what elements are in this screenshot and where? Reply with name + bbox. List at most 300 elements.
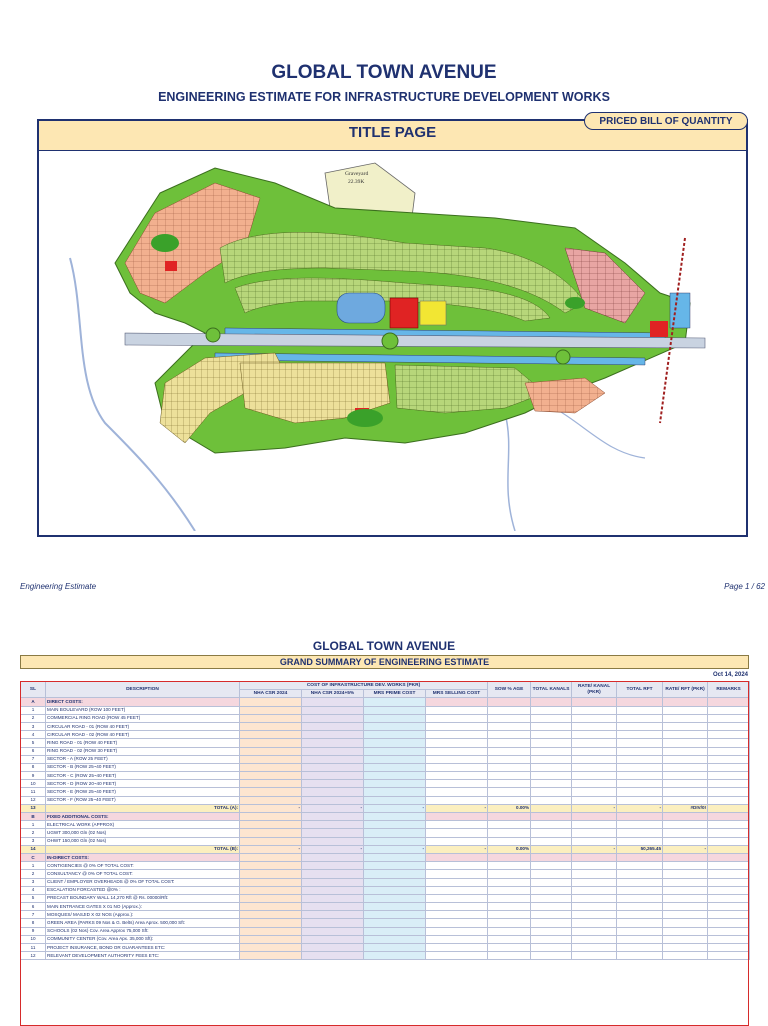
cell-nha5 <box>302 813 364 821</box>
cell-mrs_prime <box>364 870 426 878</box>
cell-empty <box>531 747 572 755</box>
cell-empty <box>531 813 572 821</box>
cell-empty <box>708 903 750 911</box>
cell-empty <box>531 829 572 837</box>
total-sow: 0.00% <box>488 804 531 812</box>
cell-nha5 <box>302 862 364 870</box>
cell-empty <box>617 944 663 952</box>
cell-nha <box>240 747 302 755</box>
row-sl: 4 <box>21 886 46 894</box>
sector-plots-east <box>525 378 605 413</box>
cell-nha5 <box>302 952 364 960</box>
cell-nha <box>240 706 302 714</box>
stream-line <box>505 413 515 531</box>
cell-mrs_selling <box>426 935 488 943</box>
cell-mrs_selling <box>426 919 488 927</box>
row-sl: 8 <box>21 763 46 771</box>
col-cost-group: COST OF INFRASTRUCTURE DEV. WORKS (PKR) <box>240 682 488 690</box>
cell-mrs_prime <box>364 739 426 747</box>
total-mrs_selling: - <box>426 804 488 812</box>
cell-mrs_selling <box>426 763 488 771</box>
cell-empty <box>708 919 750 927</box>
cell-mrs_selling <box>426 911 488 919</box>
cell-nha <box>240 763 302 771</box>
cell-nha5 <box>302 788 364 796</box>
row-sl: 5 <box>21 739 46 747</box>
cell-empty <box>617 706 663 714</box>
cell-empty <box>488 739 531 747</box>
footer-page-number: Page 1 / 62 <box>724 582 765 591</box>
row-sl: 9 <box>21 772 46 780</box>
cell-empty <box>572 911 617 919</box>
cell-empty <box>663 747 708 755</box>
row-description: MAIN ENTRANCE GATES X 01 NO (Approx.): <box>46 903 240 911</box>
cell-empty <box>663 755 708 763</box>
cell-empty <box>531 927 572 935</box>
total-nha5: - <box>302 845 364 853</box>
total-label: TOTAL (A): <box>46 804 240 812</box>
row-description: SECTOR - D (ROW 20~40 FEET) <box>46 780 240 788</box>
row-sl: 7 <box>21 755 46 763</box>
commercial-block-yellow <box>420 301 446 325</box>
cell-empty <box>708 755 750 763</box>
row-sl: 9 <box>21 927 46 935</box>
cell-mrs_prime <box>364 731 426 739</box>
cell-empty <box>617 796 663 804</box>
cell-nha5 <box>302 821 364 829</box>
cell-empty <box>531 903 572 911</box>
cell-nha5 <box>302 829 364 837</box>
total-sl: 13 <box>21 804 46 812</box>
cell-empty <box>488 763 531 771</box>
cell-empty <box>572 722 617 730</box>
cell-empty <box>617 772 663 780</box>
cell-empty <box>531 862 572 870</box>
row-description: UGWT 300,000 Gln (02 Nos) <box>46 829 240 837</box>
cell-mrs_prime <box>364 788 426 796</box>
row-sl: 10 <box>21 780 46 788</box>
cell-empty <box>488 747 531 755</box>
table-row <box>21 894 750 902</box>
table-row <box>21 763 750 771</box>
section-row <box>21 853 750 861</box>
cell-empty <box>663 911 708 919</box>
cell-empty <box>572 796 617 804</box>
cell-empty <box>572 747 617 755</box>
cell-empty <box>617 878 663 886</box>
cell-empty <box>617 788 663 796</box>
cell-mrs_selling <box>426 821 488 829</box>
cell-empty <box>617 813 663 821</box>
cell-nha <box>240 796 302 804</box>
cell-empty <box>663 829 708 837</box>
total-rate-kanal: - <box>572 845 617 853</box>
cell-empty <box>708 772 750 780</box>
estimate-date: Oct 14, 2024 <box>712 672 748 678</box>
cell-mrs_prime <box>364 837 426 845</box>
row-sl: 8 <box>21 919 46 927</box>
cell-empty <box>572 952 617 960</box>
cell-mrs_prime <box>364 722 426 730</box>
cell-empty <box>488 796 531 804</box>
cell-empty <box>488 821 531 829</box>
row-sl: 6 <box>21 903 46 911</box>
cell-empty <box>572 853 617 861</box>
cell-empty <box>708 821 750 829</box>
cell-nha5 <box>302 739 364 747</box>
total-remarks <box>708 845 750 853</box>
cell-empty <box>531 788 572 796</box>
cell-empty <box>531 821 572 829</box>
cell-mrs_prime <box>364 698 426 706</box>
cell-mrs_prime <box>364 853 426 861</box>
section-code: A <box>21 698 46 706</box>
cell-empty <box>531 722 572 730</box>
cell-empty <box>663 821 708 829</box>
col-mrs-prime: MRS PRIME COST <box>364 690 426 698</box>
roundabout-east <box>556 350 570 364</box>
total-mrs_prime: - <box>364 845 426 853</box>
cell-mrs_selling <box>426 829 488 837</box>
cell-mrs_selling <box>426 813 488 821</box>
cell-empty <box>617 927 663 935</box>
cell-mrs_prime <box>364 763 426 771</box>
col-mrs-selling: MRS SELLING COST <box>426 690 488 698</box>
cell-mrs_prime <box>364 944 426 952</box>
cell-mrs_prime <box>364 829 426 837</box>
cell-empty <box>617 722 663 730</box>
cell-nha <box>240 886 302 894</box>
cell-empty <box>617 821 663 829</box>
cell-empty <box>488 714 531 722</box>
col-sl: SL <box>21 682 46 698</box>
cell-nha <box>240 952 302 960</box>
cell-empty <box>572 837 617 845</box>
cell-mrs_prime <box>364 714 426 722</box>
table-row <box>21 739 750 747</box>
cell-nha <box>240 870 302 878</box>
section-title: DIRECT COSTS: <box>46 698 240 706</box>
row-description: OHWT 150,000 Gln (02 Nos) <box>46 837 240 845</box>
row-description: CONTIGENCIES @ 0% OF TOTAL COST: <box>46 862 240 870</box>
total-nha: - <box>240 804 302 812</box>
roundabout-center <box>382 333 398 349</box>
cell-mrs_selling <box>426 772 488 780</box>
cell-empty <box>531 796 572 804</box>
cell-empty <box>572 706 617 714</box>
park-east <box>565 297 585 309</box>
cell-empty <box>708 780 750 788</box>
cell-nha <box>240 853 302 861</box>
cell-mrs_selling <box>426 944 488 952</box>
cell-empty <box>572 739 617 747</box>
table-row <box>21 919 750 927</box>
cell-nha <box>240 821 302 829</box>
cell-empty <box>488 813 531 821</box>
cell-mrs_selling <box>426 747 488 755</box>
table-row <box>21 903 750 911</box>
cell-empty <box>708 853 750 861</box>
cell-empty <box>617 894 663 902</box>
section-title: IN-DIRECT COSTS: <box>46 853 240 861</box>
cell-empty <box>488 706 531 714</box>
cell-empty <box>663 739 708 747</box>
cell-empty <box>531 772 572 780</box>
cell-empty <box>572 731 617 739</box>
total-rate-kanal: - <box>572 804 617 812</box>
row-description: SECTOR - F (ROW 25~40 FEET) <box>46 796 240 804</box>
cell-nha <box>240 813 302 821</box>
row-description: RING ROAD - 02 (ROW 30 FEET) <box>46 747 240 755</box>
table-row <box>21 788 750 796</box>
cell-empty <box>617 763 663 771</box>
red-block-west <box>165 261 177 271</box>
row-sl: 5 <box>21 894 46 902</box>
cell-nha <box>240 739 302 747</box>
cell-nha5 <box>302 894 364 902</box>
section-code: C <box>21 853 46 861</box>
row-sl: 2 <box>21 870 46 878</box>
cell-empty <box>617 747 663 755</box>
cell-mrs_selling <box>426 903 488 911</box>
cell-empty <box>663 886 708 894</box>
cell-empty <box>617 919 663 927</box>
row-description: RELEVANT DEVELOPMENT AUTHORITY FEES ETC: <box>46 952 240 960</box>
cell-empty <box>663 944 708 952</box>
cell-mrs_selling <box>426 878 488 886</box>
cell-empty <box>663 772 708 780</box>
cell-empty <box>488 886 531 894</box>
table-row <box>21 722 750 730</box>
row-sl: 10 <box>21 935 46 943</box>
cell-empty <box>531 919 572 927</box>
cell-empty <box>488 788 531 796</box>
cell-nha <box>240 722 302 730</box>
table-row <box>21 837 750 845</box>
cell-empty <box>708 894 750 902</box>
cell-mrs_prime <box>364 886 426 894</box>
cell-mrs_prime <box>364 903 426 911</box>
section-row <box>21 813 750 821</box>
cell-empty <box>663 952 708 960</box>
cell-empty <box>488 772 531 780</box>
cell-mrs_selling <box>426 755 488 763</box>
cell-empty <box>663 714 708 722</box>
cell-mrs_prime <box>364 935 426 943</box>
cell-nha5 <box>302 911 364 919</box>
cell-empty <box>708 706 750 714</box>
cell-empty <box>572 862 617 870</box>
cell-nha5 <box>302 772 364 780</box>
total-kanals <box>531 845 572 853</box>
cell-nha <box>240 894 302 902</box>
cell-empty <box>572 821 617 829</box>
cell-empty <box>708 722 750 730</box>
cell-mrs_prime <box>364 878 426 886</box>
cell-nha5 <box>302 927 364 935</box>
cell-empty <box>617 731 663 739</box>
cell-empty <box>663 935 708 943</box>
cell-empty <box>488 755 531 763</box>
cell-empty <box>531 944 572 952</box>
cell-nha5 <box>302 886 364 894</box>
row-description: RING ROAD - 01 (ROW 40 FEET) <box>46 739 240 747</box>
cell-empty <box>663 894 708 902</box>
document-title: GLOBAL TOWN AVENUE <box>271 62 497 83</box>
table-row <box>21 927 750 935</box>
cell-empty <box>531 739 572 747</box>
row-sl: 12 <box>21 796 46 804</box>
cell-empty <box>617 952 663 960</box>
cell-mrs_selling <box>426 706 488 714</box>
cell-empty <box>531 706 572 714</box>
col-nha-csr: NHA CSR 2024 <box>240 690 302 698</box>
table-row <box>21 796 750 804</box>
park-west <box>151 234 179 252</box>
site-master-plan-map <box>45 153 740 531</box>
cell-mrs_prime <box>364 780 426 788</box>
cell-empty <box>531 698 572 706</box>
cell-nha <box>240 780 302 788</box>
cell-empty <box>617 837 663 845</box>
cell-empty <box>708 911 750 919</box>
cell-nha5 <box>302 780 364 788</box>
total-remarks <box>708 804 750 812</box>
cell-empty <box>663 903 708 911</box>
row-sl: 2 <box>21 829 46 837</box>
cell-empty <box>708 837 750 845</box>
cell-mrs_selling <box>426 731 488 739</box>
cell-empty <box>488 927 531 935</box>
cell-empty <box>663 919 708 927</box>
cell-nha5 <box>302 706 364 714</box>
graveyard-label: Graveyard <box>345 171 369 177</box>
table-row <box>21 862 750 870</box>
table-row <box>21 706 750 714</box>
row-sl: 6 <box>21 747 46 755</box>
cell-empty <box>488 952 531 960</box>
cell-empty <box>708 829 750 837</box>
cell-empty <box>663 837 708 845</box>
cell-empty <box>572 698 617 706</box>
cell-nha5 <box>302 722 364 730</box>
cell-nha5 <box>302 919 364 927</box>
cell-empty <box>572 903 617 911</box>
col-rate-rft: RATE/ RFT (PKR) <box>663 682 708 698</box>
cell-empty <box>708 788 750 796</box>
cell-empty <box>572 780 617 788</box>
cell-nha <box>240 755 302 763</box>
cell-nha5 <box>302 853 364 861</box>
cell-empty <box>617 829 663 837</box>
row-sl: 7 <box>21 911 46 919</box>
total-mrs_selling: - <box>426 845 488 853</box>
cell-empty <box>531 911 572 919</box>
cell-empty <box>531 763 572 771</box>
row-description: CIRCULAR ROAD - 01 (ROW 40 FEET) <box>46 722 240 730</box>
cell-empty <box>663 706 708 714</box>
row-description: PRECAST BOUNDARY WALL 14,270 Rft @ Rs. 00000/Rft: <box>46 894 240 902</box>
cell-mrs_prime <box>364 911 426 919</box>
cell-empty <box>488 903 531 911</box>
cell-empty <box>708 813 750 821</box>
cell-empty <box>572 755 617 763</box>
cell-empty <box>708 698 750 706</box>
cell-empty <box>708 952 750 960</box>
col-total-kanals: TOTAL KANALS <box>531 682 572 698</box>
table-row <box>21 829 750 837</box>
cell-empty <box>663 698 708 706</box>
cell-empty <box>708 796 750 804</box>
cell-nha <box>240 862 302 870</box>
cell-mrs_prime <box>364 821 426 829</box>
cell-nha5 <box>302 796 364 804</box>
row-description: MOSQUES/ MASJID X 02 NOS (Approx.): <box>46 911 240 919</box>
cell-empty <box>488 829 531 837</box>
row-description: ELECTRICAL WORK (APPROX) <box>46 821 240 829</box>
cell-nha <box>240 714 302 722</box>
cell-empty <box>663 796 708 804</box>
row-description: SECTOR - B (ROW 25~40 FEET) <box>46 763 240 771</box>
table-row <box>21 714 750 722</box>
table-row <box>21 821 750 829</box>
total-row <box>21 804 750 812</box>
row-sl: 3 <box>21 837 46 845</box>
cell-empty <box>488 853 531 861</box>
title-page-heading: TITLE PAGE <box>348 124 437 141</box>
total-mrs_prime: - <box>364 804 426 812</box>
cell-empty <box>572 813 617 821</box>
total-kanals <box>531 804 572 812</box>
cell-mrs_selling <box>426 894 488 902</box>
cell-mrs_prime <box>364 894 426 902</box>
cell-empty <box>531 731 572 739</box>
row-sl: 1 <box>21 862 46 870</box>
cell-empty <box>617 870 663 878</box>
document-subtitle: ENGINEERING ESTIMATE FOR INFRASTRUCTURE DEVELOPMENT WORKS <box>158 90 610 104</box>
cell-empty <box>572 788 617 796</box>
cell-empty <box>572 894 617 902</box>
cell-nha5 <box>302 903 364 911</box>
cell-mrs_selling <box>426 714 488 722</box>
row-description: SECTOR - E (ROW 25~40 FEET) <box>46 788 240 796</box>
cell-empty <box>572 886 617 894</box>
cell-nha5 <box>302 935 364 943</box>
cell-empty <box>663 788 708 796</box>
cell-empty <box>663 813 708 821</box>
cell-mrs_selling <box>426 739 488 747</box>
cell-empty <box>531 714 572 722</box>
cell-nha5 <box>302 747 364 755</box>
cell-nha <box>240 944 302 952</box>
cell-mrs_selling <box>426 796 488 804</box>
cell-mrs_selling <box>426 853 488 861</box>
table-row <box>21 952 750 960</box>
cell-nha <box>240 935 302 943</box>
cell-mrs_prime <box>364 952 426 960</box>
row-description: CLIENT / EMPLOYER OVERHEADS @ 0% OF TOTAL COST: <box>46 878 240 886</box>
cell-nha <box>240 919 302 927</box>
cell-nha <box>240 731 302 739</box>
cell-mrs_selling <box>426 698 488 706</box>
total-nha: - <box>240 845 302 853</box>
cell-empty <box>663 763 708 771</box>
cell-empty <box>572 714 617 722</box>
cell-empty <box>488 878 531 886</box>
cell-nha <box>240 698 302 706</box>
cell-mrs_selling <box>426 862 488 870</box>
row-description: COMMERCIAL RING ROAD (ROW 45 FEET) <box>46 714 240 722</box>
